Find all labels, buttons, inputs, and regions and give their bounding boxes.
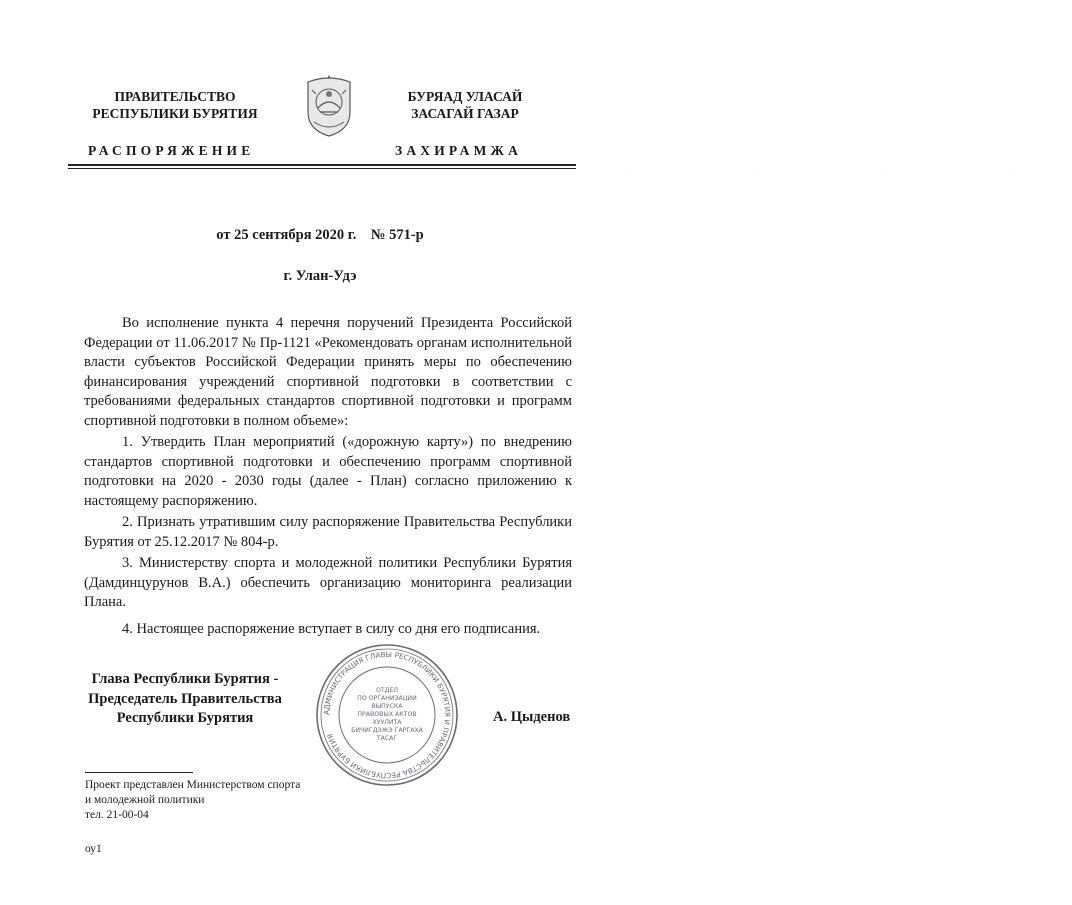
footnote-line3: тел. 21-00-04 <box>85 809 149 821</box>
gov-name-buryat-line2: ЗАСАГАЙ ГАЗАР <box>411 106 519 121</box>
doc-type-russian: РАСПОРЯЖЕНИЕ <box>88 143 255 158</box>
intro-paragraph: Во исполнение пункта 4 перечня поручений Президента Российской Федерации от 11.06.2017 № Пр-1121 «Рекомендовать органам исполнительной власти субъектов Российской Федерации принять меры по обеспечению финансирования учреждений спортивной подготовки в соответствии с требованиями федеральных стандартов спортивной подготовки и программ спортивной подготовки в полном объеме»: <box>84 315 572 429</box>
gov-name-buryat-line1: БУРЯАД УЛАСАЙ <box>407 89 523 104</box>
item-1-paragraph: 1. Утвердить План мероприятий («дорожную карту») по внедрению стандартов спортивной подготовки и обеспечению программ спортивной подготовки на 2020 - 2030 годы (далее - План) согласно приложению к настоящему распоряжению. <box>84 434 572 509</box>
seal-line-3: ВЫПУСКА <box>371 703 403 710</box>
seal-line-1: ОТДЕЛ <box>375 687 399 694</box>
date-and-number <box>0 227 640 244</box>
signatory-title-line2: Председатель Правительства <box>88 690 282 707</box>
seal-line-7: ТАСАГ <box>376 735 398 742</box>
footnote-line1: Проект представлен Министерством спорта <box>85 779 301 791</box>
document-code: оу1 <box>85 843 102 855</box>
coat-of-arms-icon <box>300 72 358 138</box>
signatory-title <box>70 670 300 729</box>
date-number-text: от 25 сентября 2020 г. № 571-р <box>216 227 424 243</box>
header-rule-thin <box>68 168 576 169</box>
seal-line-2: ПО ОРГАНИЗАЦИИ <box>357 695 417 702</box>
footnote <box>85 778 300 823</box>
footnote-divider <box>85 772 193 773</box>
signatory-title-line3: Республики Бурятия <box>116 710 254 726</box>
seal-ring-text: АДМИНИСТРАЦИЯ ГЛАВЫ РЕСПУБЛИКИ БУРЯТИЯ И ПРАВИТЕЛЬСТВА РЕСПУБЛИКИ БУРЯТИЯ <box>321 649 453 781</box>
item-2-paragraph: 2. Признать утратившим силу распоряжение Правительства Республики Бурятия от 25.12.2017 № 804-р. <box>84 514 572 550</box>
signatory-title-line1: Глава Республики Бурятия - <box>91 671 279 687</box>
header-dot-row: · · · · · · · · <box>120 171 1072 176</box>
gov-name-line2: РЕСПУБЛИКИ БУРЯТИЯ <box>92 106 258 121</box>
seal-line-6: БИЧИГДЭЖЭ ГАРГАХА <box>351 727 423 734</box>
item-3-paragraph: 3. Министерству спорта и молодежной политики Республики Бурятия (Дамдинцурунов В.А.) обеспечить организацию мониторинга реализации Плана. <box>84 555 572 610</box>
footnote-line2: и молодежной политики <box>85 794 205 806</box>
header-right-block <box>370 88 560 122</box>
seal-line-4: ПРАВОВЫХ АКТОВ <box>357 711 417 718</box>
item-4-paragraph: 4. Настоящее распоряжение вступает в силу со дня его подписания. <box>122 621 541 637</box>
official-seal-icon <box>312 640 462 790</box>
seal-line-5: ХУУЛИТА <box>372 719 402 726</box>
doc-type-buryat: ЗАХИРАМЖА <box>395 143 523 158</box>
header-left-block <box>70 88 280 122</box>
gov-name-line1: ПРАВИТЕЛЬСТВО <box>114 89 236 104</box>
city: г. Улан-Удэ <box>283 268 357 284</box>
signatory-name: А. Цыденов <box>493 709 571 725</box>
header-rule-thick <box>68 164 576 166</box>
